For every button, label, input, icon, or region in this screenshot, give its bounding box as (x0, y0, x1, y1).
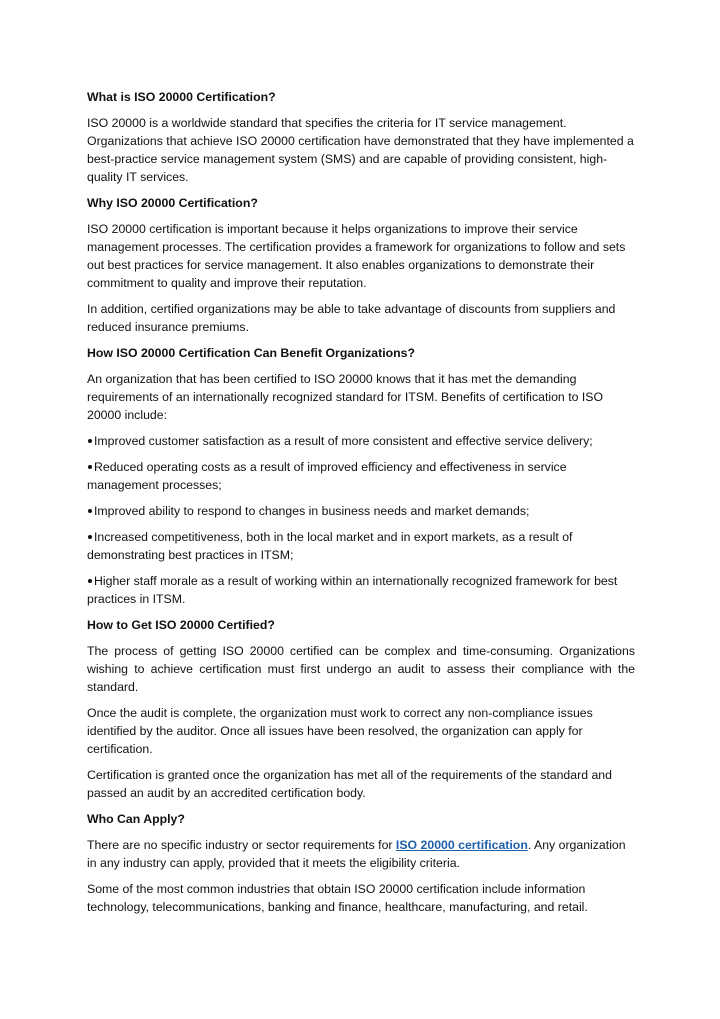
bullet-icon (88, 439, 92, 443)
bullet-item (87, 502, 635, 520)
bullet-icon (88, 535, 92, 539)
bullet-item (87, 432, 635, 450)
paragraph-text: . Any organization in any industry can apply, provided that it meets the eligibility criteria. (87, 838, 626, 870)
section-heading-what-is: What is ISO 20000 Certification? (87, 90, 276, 104)
bullet-text: Improved ability to respond to changes in business needs and market demands; (94, 504, 530, 518)
bullet-icon (88, 465, 92, 469)
paragraph-text: There are no specific industry or sector requirements for (87, 838, 396, 852)
paragraph-with-link (87, 836, 635, 872)
paragraph: Certification is granted once the organization has met all of the requirements of the standard and passed an audit by an accredited certification body. (87, 768, 612, 800)
bullet-icon (88, 509, 92, 513)
bullet-item (87, 528, 635, 564)
paragraph: Some of the most common industries that obtain ISO 20000 certification include information technology, telecommunications, banking and finance, healthcare, manufacturing, and retail. (87, 882, 588, 914)
section-heading-who-can-apply: Who Can Apply? (87, 812, 185, 826)
paragraph: In addition, certified organizations may be able to take advantage of discounts from suppliers and reduced insurance premiums. (87, 302, 616, 334)
paragraph: An organization that has been certified to ISO 20000 knows that it has met the demanding requirements of an internationally recognized standard for ITSM. Benefits of certification to ISO 20000 include: (87, 372, 604, 422)
paragraph: ISO 20000 is a worldwide standard that specifies the criteria for IT service management. Organizations that achieve ISO 20000 certification have demonstrated that they have implemented a best-practice service management system (SMS) and are capable of providing consistent, high-quality IT services. (87, 116, 634, 184)
section-heading-how-to-get: How to Get ISO 20000 Certified? (87, 618, 275, 632)
bullet-icon (88, 579, 92, 583)
paragraph: ISO 20000 certification is important because it helps organizations to improve their service management processes. The certification provides a framework for organizations to follow and sets out best practices for service management. It also enables organizations to demonstrate their commitment to quality and improve their reputation. (87, 222, 626, 290)
iso-20000-certification-link[interactable]: ISO 20000 certification (395, 838, 528, 852)
bullet-item (87, 572, 635, 608)
bullet-text: Improved customer satisfaction as a result of more consistent and effective service delivery; (94, 434, 593, 448)
section-heading-benefits: How ISO 20000 Certification Can Benefit Organizations? (87, 346, 415, 360)
bullet-item (87, 458, 635, 494)
bullet-text: Higher staff morale as a result of working within an internationally recognized framework for best practices in ITSM. (87, 574, 618, 606)
document-page (87, 88, 635, 924)
bullet-text: Reduced operating costs as a result of improved efficiency and effectiveness in service management processes; (87, 460, 567, 492)
paragraph: Once the audit is complete, the organization must work to correct any non-compliance issues identified by the auditor. Once all issues have been resolved, the organization can apply for certification. (87, 706, 593, 756)
paragraph: The process of getting ISO 20000 certified can be complex and time-consuming. Organizations wishing to achieve certification must first undergo an audit to assess their compliance with the standard. (87, 644, 635, 694)
bullet-text: Increased competitiveness, both in the local market and in export markets, as a result of demonstrating best practices in ITSM; (87, 530, 573, 562)
section-heading-why: Why ISO 20000 Certification? (87, 196, 258, 210)
